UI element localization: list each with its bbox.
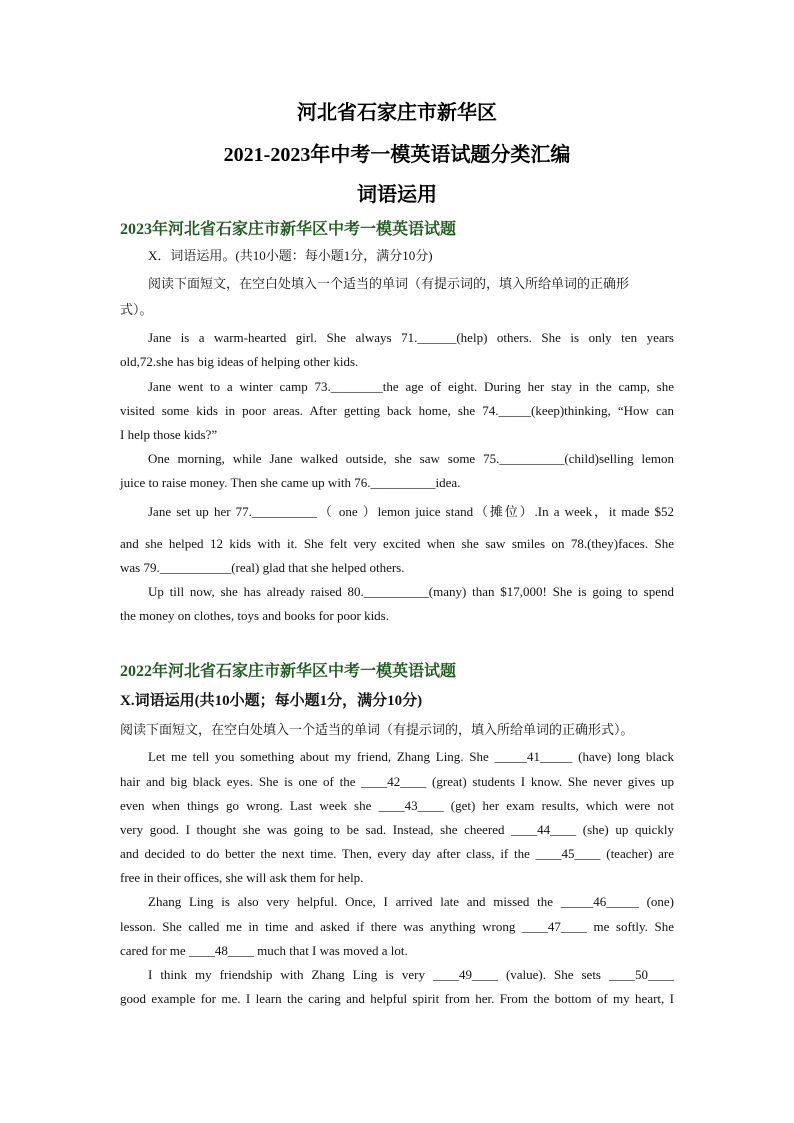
passage-line: Up till now, she has already raised 80.__________(many) than $17,000! She is going to spend: [148, 584, 674, 599]
passage-line: the money on clothes, toys and books for poor kids.: [120, 608, 389, 623]
passage-line: Let me tell you something about my friend, Zhang Ling. She _____41_____ (have) long black: [148, 749, 674, 764]
passage-line: free in their offices, she will ask them for help.: [120, 870, 364, 885]
page-title-topic: 词语运用: [357, 184, 437, 206]
section-subheading-2022: X.词语运用(共10小题；每小题1分，满分10分): [120, 693, 423, 709]
passage-line: Jane set up her 77.__________（ one ）lemon juice stand（摊位）.In a week，it made $52: [148, 504, 674, 519]
passage-line: lesson. She called me in time and asked if there was anything wrong ____47____ me softly. She: [120, 919, 674, 934]
instruction-line: 式）。: [120, 302, 153, 317]
passage-line: Jane went to a winter camp 73.________the age of eight. During her stay in the camp, she: [148, 379, 674, 394]
passage-line: visited some kids in poor areas. After getting back home, she 74._____(keep)thinking, “How can: [120, 403, 674, 418]
passage-line: One morning, while Jane walked outside, she saw some 75.__________(child)selling lemon: [148, 451, 674, 466]
instruction-line: 阅读下面短文，在空白处填入一个适当的单词（有提示词的，填入所给单词的正确形: [148, 276, 630, 291]
section-heading-2022: 2022年河北省石家庄市新华区中考一模英语试题: [120, 663, 457, 680]
section-heading-2023: 2023年河北省石家庄市新华区中考一模英语试题: [120, 221, 457, 238]
passage-line: even when things go wrong. Last week she ____43____ (get) her exam results, which were not: [120, 798, 674, 813]
passage-line: hair and big black eyes. She is one of the ____42____ (great) students I know. She never gives up: [120, 774, 674, 789]
passage-line: juice to raise money. Then she came up with 76.__________idea.: [120, 475, 461, 490]
passage-line: cared for me ____48____ much that I was moved a lot.: [120, 943, 408, 958]
passage-line: very good. I thought she was going to be sad. Instead, she cheered ____44____ (she) up quickly: [120, 822, 674, 837]
passage-line: old,72.she has big ideas of helping other kids.: [120, 354, 359, 369]
instruction-line: X．词语运用。(共10小题：每小题1分，满分10分): [148, 248, 433, 263]
passage-line: Zhang Ling is also very helpful. Once, I arrived late and missed the _____46_____ (one): [148, 894, 674, 909]
passage-line: good example for me. I learn the caring and helpful spirit from her. From the bottom of my heart, I: [120, 991, 674, 1006]
instruction-line: 阅读下面短文，在空白处填入一个适当的单词（有提示词的，填入所给单词的正确形式）。: [120, 722, 634, 737]
passage-line: Jane is a warm-hearted girl. She always 71.______(help) others. She is only ten years: [148, 330, 674, 345]
passage-line: I help those kids?”: [120, 427, 218, 442]
passage-line: was 79.___________(real) glad that she helped others.: [120, 560, 405, 575]
passage-line: I think my friendship with Zhang Ling is very ____49____ (value). She sets ____50____: [148, 967, 674, 982]
page-title-region: 河北省石家庄市新华区: [297, 102, 497, 124]
passage-line: and decided to do better the next time. Then, every day after class, if the ____45____ (teacher) are: [120, 846, 674, 861]
passage-line: and she helped 12 kids with it. She felt very excited when she saw smiles on 78.(they)faces. She: [120, 536, 674, 551]
page-title-exam: 2021-2023年中考一模英语试题分类汇编: [223, 144, 571, 166]
